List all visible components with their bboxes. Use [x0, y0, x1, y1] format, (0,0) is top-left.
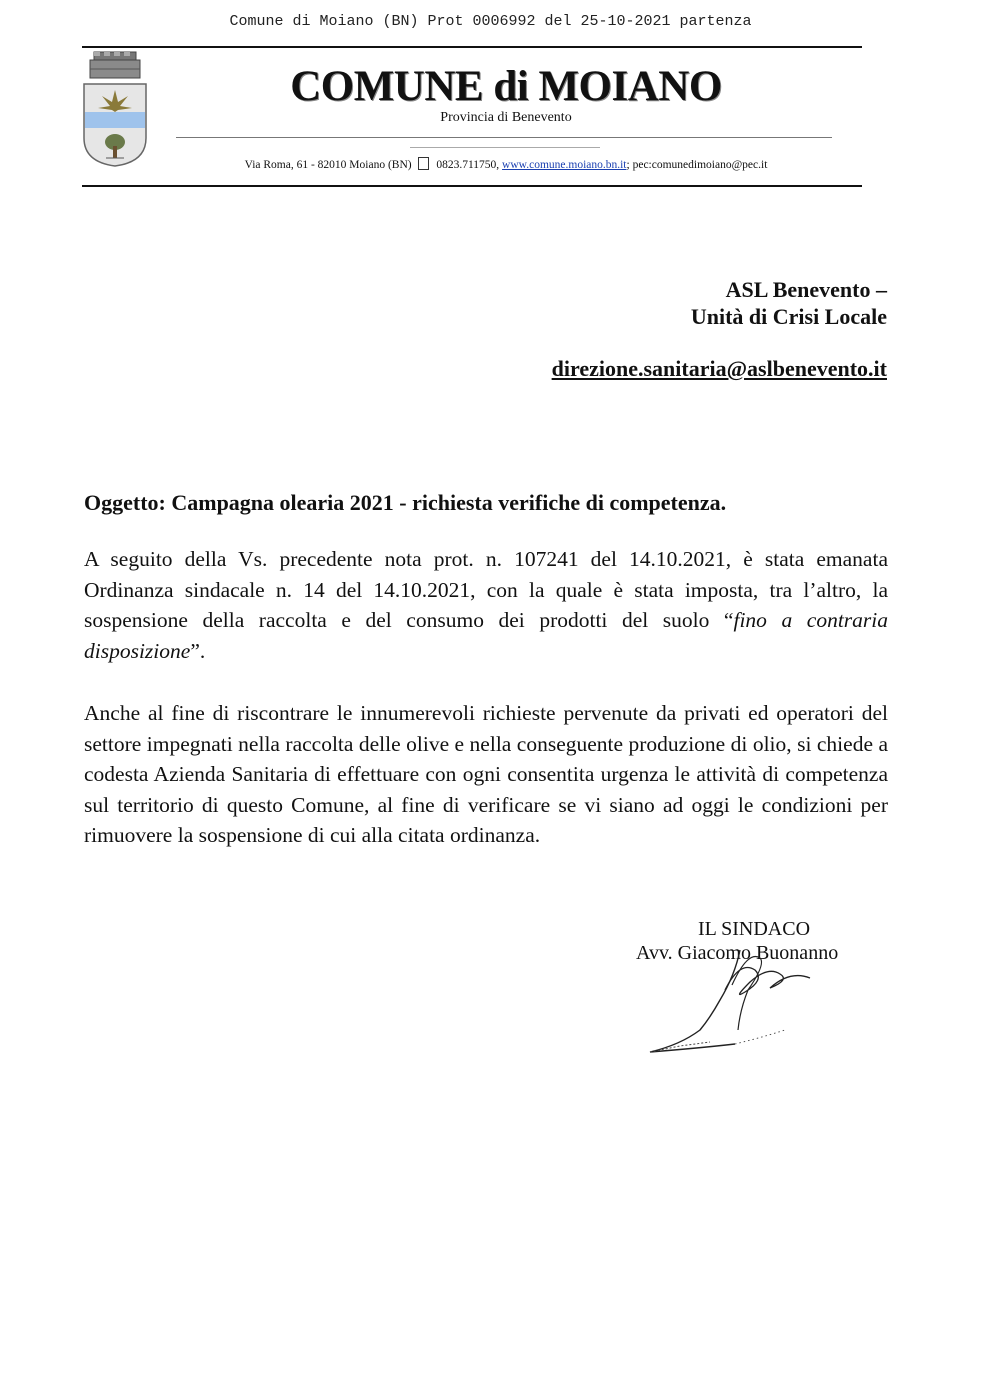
province-line: Provincia di Benevento [440, 110, 572, 125]
phone-number: 0823.711750, [436, 159, 500, 171]
municipality-contacts [150, 157, 862, 171]
coat-of-arms-icon [80, 50, 150, 168]
letter-subject: Oggetto: Campagna olearia 2021 - richiesta verifiche di competenza. [84, 490, 727, 515]
recipient-email-link[interactable]: direzione.sanitaria@aslbenevento.it [551, 356, 887, 381]
body-paragraph-2: Anche al fine di riscontrare le innumerevoli richieste pervenute da privati ed operatori del settore impegnati nella raccolta delle olive e nella conseguente produzione di olio, si chiede a codesta Azienda Sanitaria di effettuare con ogni consentita urgenza le attività di competenza sul territorio di questo Comune, al fine di verificare se vi siano ad oggi le condizioni per rimuovere la sospensione di cui alla citata ordinanza. [84, 701, 888, 847]
website-link[interactable]: www.comune.moiano.bn.it [502, 159, 627, 171]
header-bottom-rule [82, 185, 862, 187]
recipient-block [691, 276, 887, 330]
address-text: Via Roma, 61 - 82010 Moiano (BN) [244, 159, 412, 171]
header-divider-short [410, 147, 600, 148]
phone-icon [418, 157, 429, 170]
recipient-line-2: Unità di Crisi Locale [690, 304, 887, 329]
header-divider [176, 137, 832, 138]
municipality-title: COMUNE di MOIANO [290, 63, 722, 110]
paragraph-1-quote: fino a contraria disposizione [84, 608, 889, 663]
paragraph-1-end: ”. [190, 638, 206, 663]
recipient-line-1: ASL Benevento – [725, 277, 887, 302]
handwritten-signature [640, 930, 870, 1060]
signatory-name: Avv. Giacomo Buonanno [636, 942, 839, 964]
signatory-title: IL SINDACO [698, 918, 811, 940]
pec-address: ; pec:comunedimoiano@pec.it [626, 159, 768, 171]
body-paragraph-1 [84, 544, 888, 666]
header-top-rule [82, 46, 862, 48]
protocol-stamp-line: Comune di Moiano (BN) Prot 0006992 del 25-10-2021 partenza [229, 13, 752, 30]
paragraph-1-text: A seguito della Vs. precedente nota prot. n. 107241 del 14.10.2021, è stata emanata Ordinanza sindacale n. 14 del 14.10.2021, con la quale è stata imposta, tra l’altro, la sospensione della raccolta e del consumo dei prodotti del suolo “ [84, 547, 888, 632]
